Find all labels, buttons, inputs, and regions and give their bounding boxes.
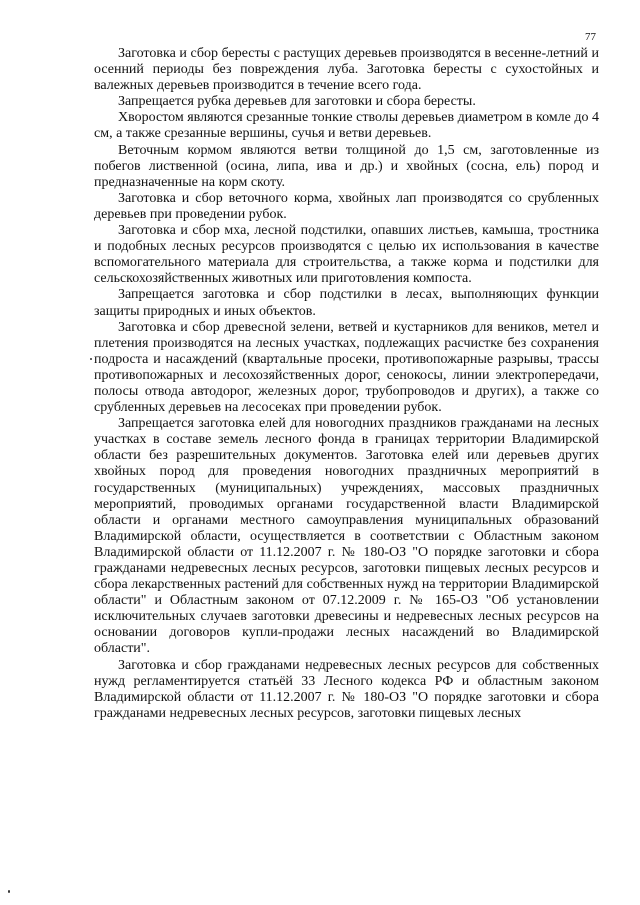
scan-speck [8,890,10,893]
page-number: 77 [585,31,596,43]
paragraph: Заготовка и сбор гражданами недревесных лесных ресурсов для собственных нужд регламентируется статьёй 33 Лесного кодекса РФ и областным законом Владимирской области от 11.12.2007 г. № 180-ОЗ "О порядке заготовки и сбора гражданами недревесных лесных ресурсов, заготовки пищевых лесных [94,657,599,721]
paragraph: Заготовка и сбор веточного корма, хвойных лап производятся со срубленных деревьев при проведении рубок. [94,190,599,222]
paragraph: Запрещается заготовка и сбор подстилки в лесах, выполняющих функции защиты природных и иных объектов. [94,287,599,319]
paragraph: Заготовка и сбор бересты с растущих деревьев производятся в весенне-летний и осенний периоды без повреждения луба. Заготовка бересты с сухостойных и валежных деревьев производится в течение всего года. [94,46,599,94]
paragraph: Хворостом являются срезанные тонкие стволы деревьев диаметром в комле до 4 см, а также срезанные вершины, сучья и ветви деревьев. [94,110,599,142]
body-text [94,46,599,722]
paragraph: Заготовка и сбор древесной зелени, ветвей и кустарников для веников, метел и плетения производятся на лесных участках, подлежащих расчистке без сохранения подроста и насаждений (квартальные просеки, противопожарные разрывы, трассы противопожарных и лесохозяйственных дорог, сенокосы, линии электропередачи, полосы отвода автодорог, железных дорог, трубопроводов и других), а также со срубленных деревьев на лесосеках при проведении рубок. [94,319,599,416]
paragraph: Запрещается рубка деревьев для заготовки и сбора бересты. [118,94,476,110]
scan-speck [90,358,92,360]
paragraph: Заготовка и сбор мха, лесной подстилки, опавших листьев, камыша, тростника и подобных лесных ресурсов производятся с целью их использования в качестве вспомогательного материала для строительства, а также корма и подстилки для сельскохозяйственных животных или приготовления компоста. [94,223,599,287]
paragraph: Веточным кормом являются ветви толщиной до 1,5 см, заготовленные из побегов лиственной (осина, липа, ива и др.) и хвойных (сосна, ель) пород и предназначенные на корм скоту. [94,142,599,190]
paragraph: Запрещается заготовка елей для новогодних праздников гражданами на лесных участках в составе земель лесного фонда в границах территории Владимирской области без разрешительных документов. Заготовка елей или деревьев других хвойных пород для проведения новогодних праздничных мероприятий в государственных (муниципальных) учреждениях, массовых праздничных мероприятий, проводимых органами государственной власти Владимирской области и органами местного самоуправления муниципальных образований Владимирской области, осуществляется в соответствии с Областным законом Владимирской области от 11.12.2007 г. № 180-ОЗ "О порядке заготовки и сбора гражданами недревесных лесных ресурсов, заготовки пищевых лесных ресурсов и сбора лекарственных растений для собственных нужд на территории Владимирской области" и Областным законом от 07.12.2009 г. № 165-ОЗ "Об установлении исключительных случаев заготовки древесины и недревесных лесных ресурсов на основании договоров купли-продажи лесных насаждений во Владимирской области". [94,416,599,657]
